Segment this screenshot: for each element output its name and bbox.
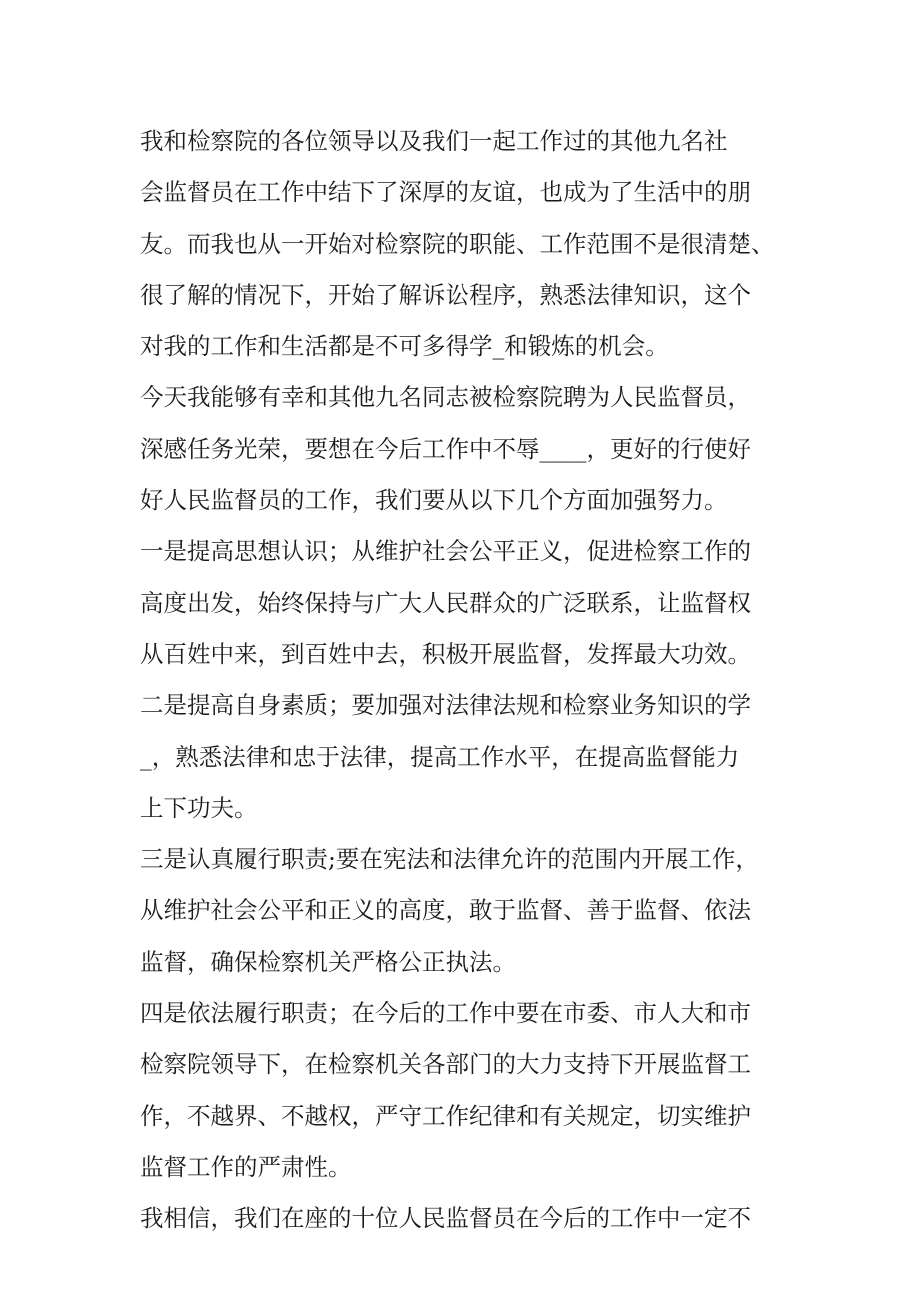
text-line: 很了解的情况下，开始了解诉讼程序，熟悉法律知识，这个 [140, 280, 751, 309]
text-line: 对我的工作和生活都是不可多得学_和锻炼的机会。 [140, 332, 669, 361]
text-line: 二是提高自身素质；要加强对法律法规和检察业务知识的学 [140, 691, 751, 720]
text-line: 上下功夫。 [140, 793, 258, 822]
text-line: 四是依法履行职责；在今后的工作中要在市委、市人大和市 [140, 999, 751, 1028]
text-line: 我相信，我们在座的十位人民监督员在今后的工作中一定不 [140, 1204, 751, 1233]
text-line: 监督，确保检察机关严格公正执法。 [140, 947, 516, 976]
document-body [140, 116, 790, 1245]
text-line: 高度出发，始终保持与广大人民群众的广泛联系，让监督权 [140, 588, 751, 617]
text-line: 从百姓中来，到百姓中去，积极开展监督，发挥最大功效。 [140, 639, 751, 668]
text-line: _，熟悉法律和忠于法律，提高工作水平，在提高监督能力 [140, 742, 740, 771]
text-line: 从维护社会公平和正义的高度，敢于监督、善于监督、依法 [140, 896, 751, 925]
text-line: 一是提高思想认识；从维护社会公平正义，促进检察工作的 [140, 537, 751, 566]
text-line: 检察院领导下，在检察机关各部门的大力支持下开展监督工 [140, 1050, 751, 1079]
text-line: 友。而我也从一开始对检察院的职能、工作范围不是很清楚、 [140, 229, 775, 258]
text-line: 会监督员在工作中结下了深厚的友谊，也成为了生活中的朋 [140, 178, 751, 207]
text-line: 好人民监督员的工作，我们要从以下几个方面加强努力。 [140, 486, 728, 515]
text-line: 深感任务光荣，要想在今后工作中不辱____，更好的行使好 [140, 434, 751, 463]
text-line: 今天我能够有幸和其他九名同志被检察院聘为人民监督员， [140, 383, 751, 412]
text-line: 监督工作的严肃性。 [140, 1152, 352, 1181]
text-line: 我和检察院的各位领导以及我们一起工作过的其他九名社 [140, 127, 728, 155]
text-line: 作，不越界、不越权，严守工作纪律和有关规定，切实维护 [140, 1101, 751, 1130]
text-line: 三是认真履行职责;要在宪法和法律允许的范围内开展工作， [140, 845, 759, 874]
